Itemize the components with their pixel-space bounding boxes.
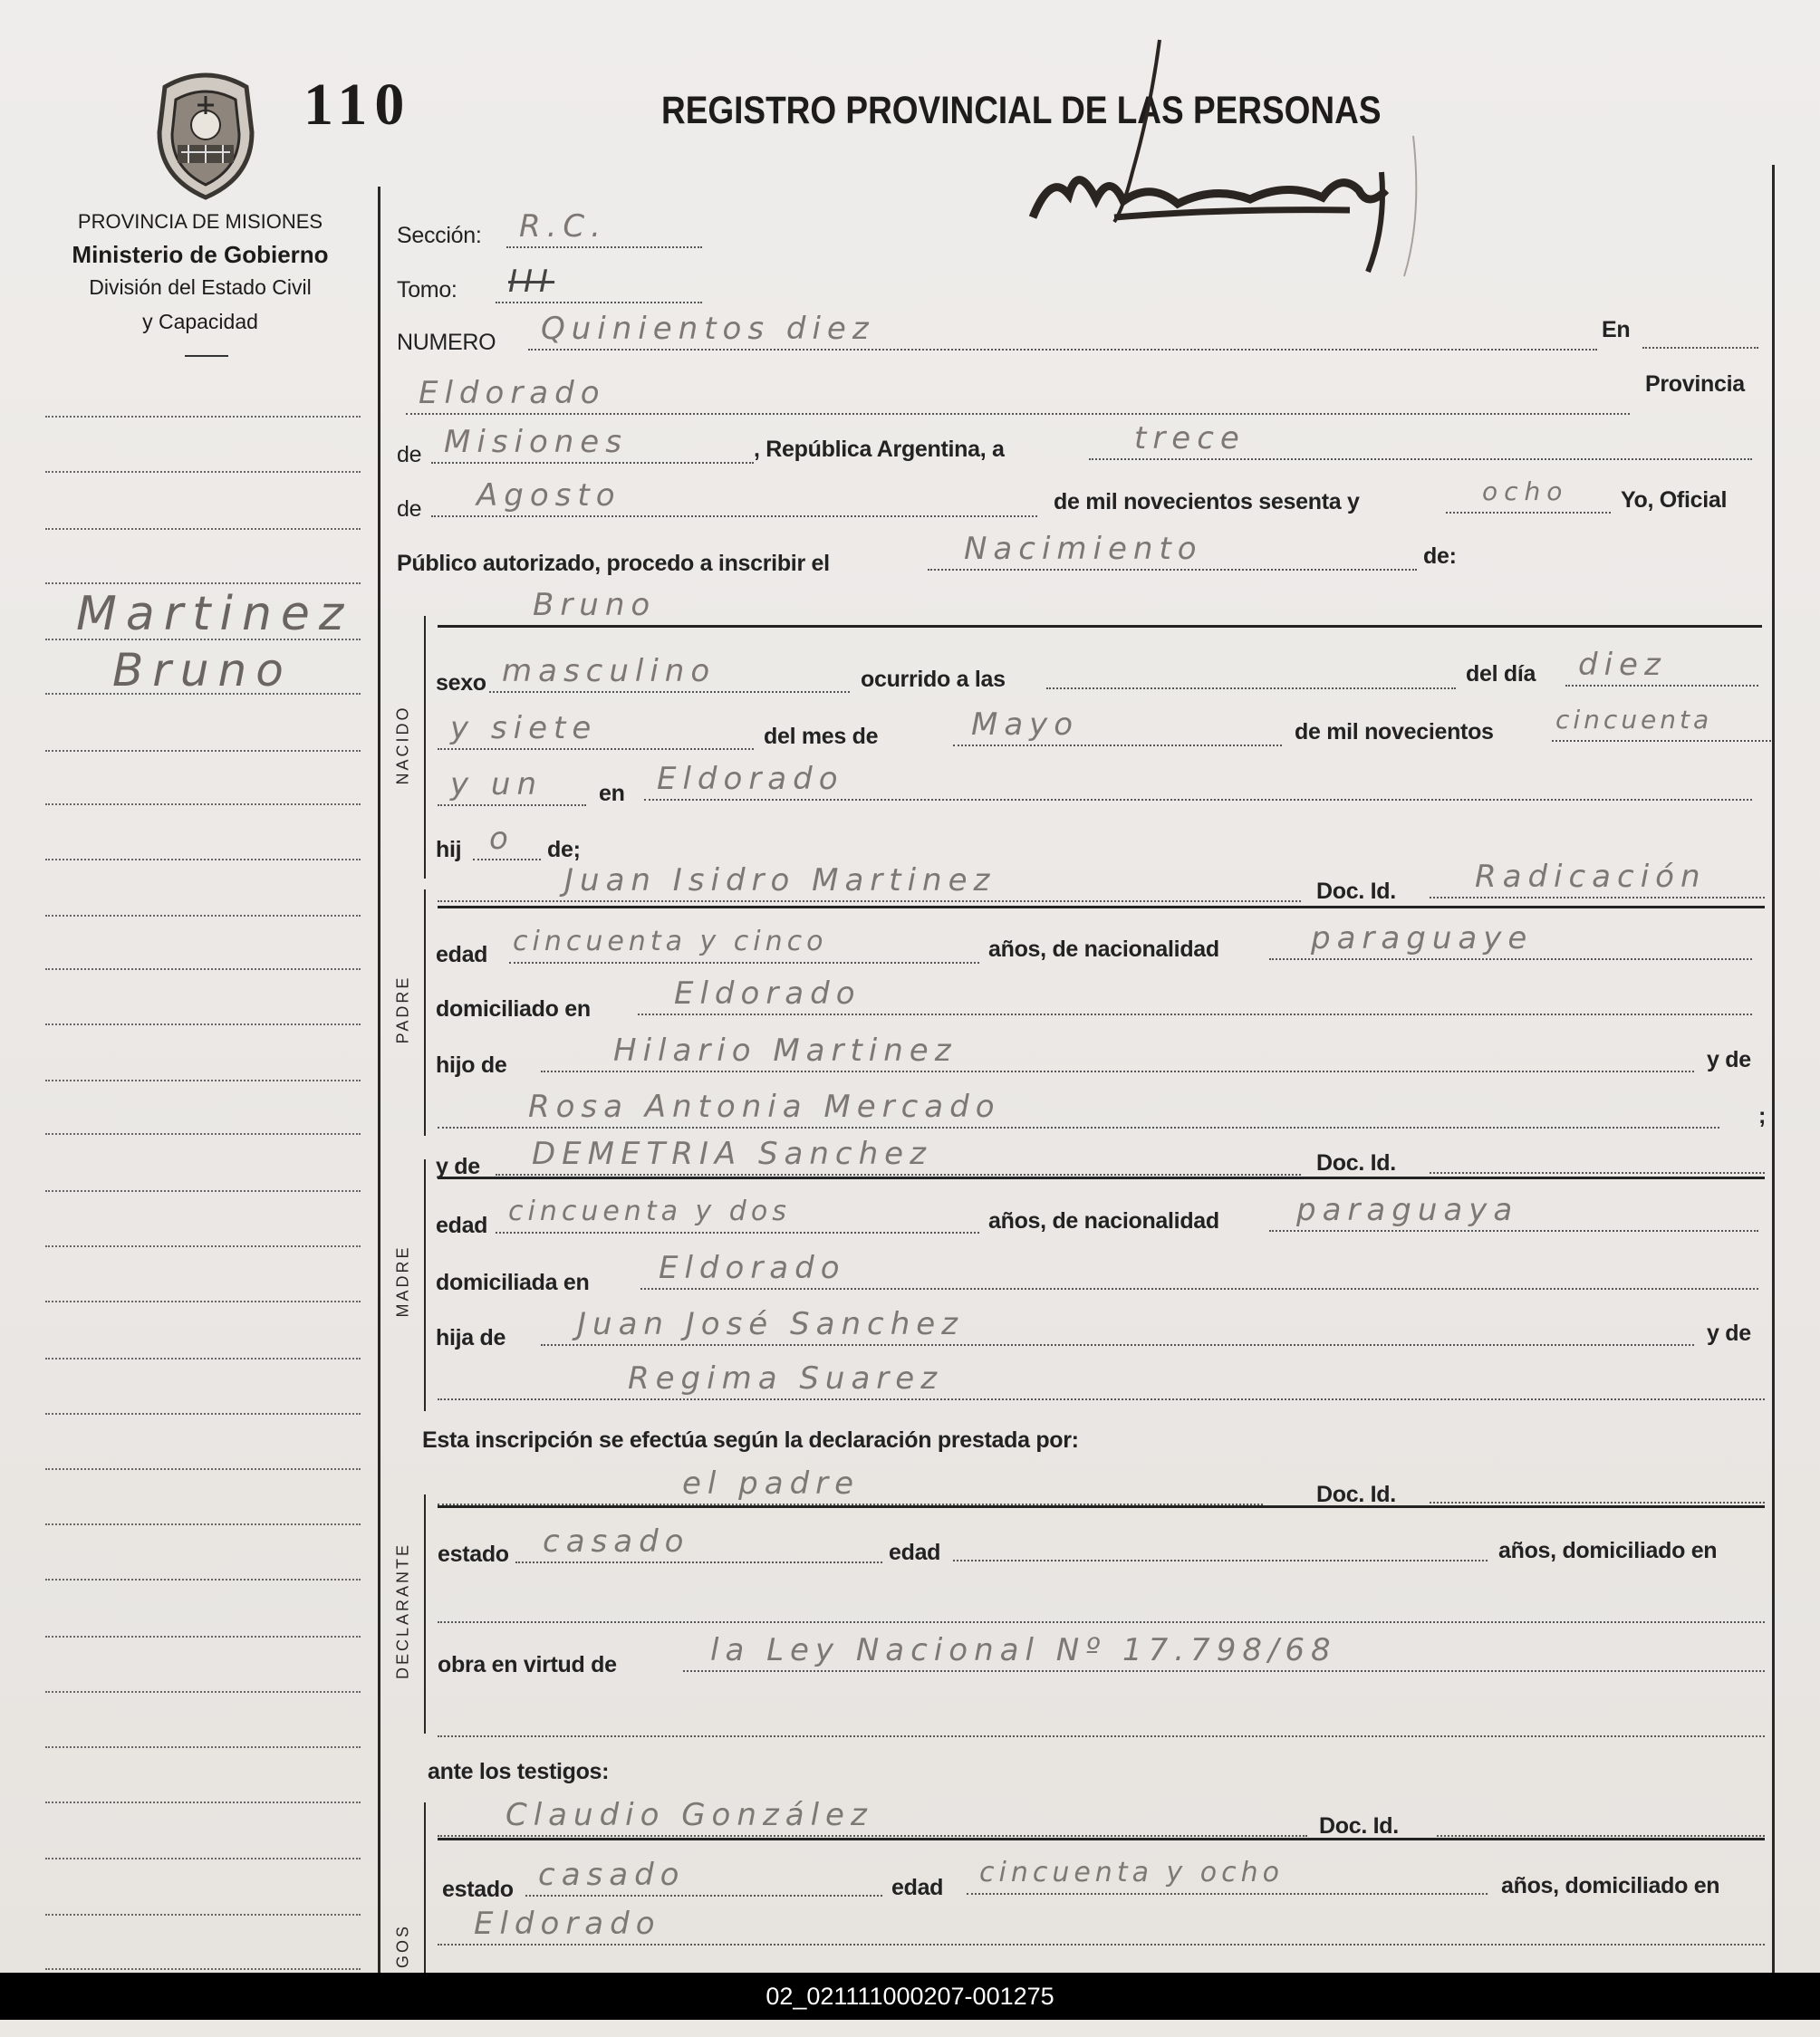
madre-edad-label: edad	[436, 1213, 488, 1238]
testigos-label: ante los testigos:	[428, 1759, 610, 1784]
section-label-padre: PADRE	[393, 975, 412, 1044]
declarante-domiciliado-label: años, domiciliado en	[1498, 1538, 1718, 1563]
anio-field: cincuenta	[1552, 700, 1771, 742]
madre-edad-field: cincuenta y dos	[496, 1192, 979, 1234]
testigo-estado-label: estado	[442, 1877, 514, 1902]
image-id-footer: 02_021111000207-001275	[0, 1973, 1820, 2020]
section-label-madre: MADRE	[393, 1244, 412, 1318]
division-name-line1: División del Estado Civil	[89, 275, 312, 299]
mes-registro-field: Agosto	[431, 476, 1037, 517]
publico-label: Público autorizado, procedo a inscribir el	[397, 551, 830, 576]
province-seal-icon	[145, 69, 266, 201]
dia-cont-field: y siete	[438, 708, 754, 750]
testigo-edad-field: cincuenta y ocho	[967, 1853, 1488, 1895]
margin-given-name: Bruno	[112, 644, 293, 697]
declaracion-label: Esta inscripción se efectúa según la declaración prestada por:	[422, 1427, 1079, 1453]
padre-doc-id-field: Radicación	[1430, 857, 1765, 898]
madre-y-de-field: Regima Suarez	[438, 1359, 1765, 1400]
hora-field	[1046, 648, 1456, 689]
section-label-nacido: NACIDO	[393, 705, 412, 785]
testigo-estado-field: casado	[525, 1855, 882, 1897]
madre-section-border	[424, 1159, 426, 1411]
section-label-declarante: DECLARANTE	[393, 1542, 412, 1680]
declarante-estado-label: estado	[438, 1542, 509, 1567]
numero-label: NUMERO	[397, 330, 496, 355]
declarante-doc-id-field	[1430, 1462, 1765, 1504]
numero-field: Quinientos diez	[528, 309, 1597, 351]
document-title: REGISTRO PROVINCIAL DE LAS PERSONAS	[661, 89, 1382, 132]
province-name: PROVINCIA DE MISIONES	[77, 210, 323, 233]
header-divider	[185, 355, 228, 357]
padre-nacionalidad-field: paraguaye	[1269, 918, 1752, 960]
anio-cont-field: y un	[438, 764, 586, 806]
obra-field: la Ley Nacional Nº 17.798/68	[683, 1630, 1765, 1672]
nacido-nombre-field: Bruno	[438, 585, 1762, 628]
padre-nombre-field: Juan Isidro Martinez	[438, 860, 1301, 902]
seccion-field: R.C.	[506, 207, 702, 248]
anio-registro-field: ocho	[1446, 472, 1611, 514]
del-mes-label: del mes de	[764, 724, 879, 749]
ocurrido-label: ocurrido a las	[861, 667, 1006, 692]
padre-y-de-field: Rosa Antonia Mercado	[438, 1087, 1719, 1129]
en-label: En	[1602, 317, 1631, 342]
declarante-domicilio-field	[438, 1581, 1765, 1623]
testigo-doc-id-field	[1437, 1795, 1765, 1837]
padre-domicilio-label: domiciliado en	[436, 996, 591, 1022]
tomo-field: III	[496, 262, 702, 303]
madre-domicilio-field: Eldorado	[640, 1248, 1758, 1290]
form-number: 110	[303, 72, 412, 138]
obra-label: obra en virtud de	[438, 1652, 617, 1677]
padre-y-de-label: y de	[1707, 1047, 1751, 1072]
provincia-label: Provincia	[1645, 371, 1745, 397]
division-name-line2: y Capacidad	[142, 310, 258, 333]
declarante-estado-field: casado	[515, 1522, 882, 1563]
padre-domicilio-field: Eldorado	[638, 974, 1752, 1015]
margin-surname: Martinez	[76, 587, 353, 641]
sexo-field: masculino	[489, 651, 850, 693]
republica-label: , República Argentina, a	[754, 437, 1005, 462]
yo-oficial-label: Yo, Oficial	[1621, 487, 1728, 513]
padre-edad-field: cincuenta y cinco	[509, 922, 979, 964]
provincia-field: Misiones	[431, 422, 754, 464]
madre-nacionalidad-label: años, de nacionalidad	[988, 1208, 1219, 1234]
madre-hija-de-field: Juan José Sanchez	[541, 1304, 1694, 1346]
semicolon-label: ;	[1758, 1103, 1767, 1129]
de-label: de	[397, 442, 422, 467]
seccion-label: Sección:	[397, 223, 482, 248]
en-field	[1642, 307, 1758, 349]
de-label-2: de	[397, 496, 422, 522]
madre-domicilio-label: domiciliada en	[436, 1270, 590, 1295]
localidad-field: Eldorado	[406, 373, 1630, 415]
padre-edad-label: edad	[436, 942, 488, 967]
acto-field: Nacimiento	[928, 529, 1417, 571]
testigo-nombre-field: Claudio González	[438, 1795, 1307, 1837]
tomo-label: Tomo:	[397, 277, 457, 303]
de-semicolon-label: de;	[547, 837, 581, 862]
declarante-doc-id-label: Doc. Id.	[1316, 1482, 1396, 1507]
hij-field: o	[473, 819, 541, 860]
declarante-edad-label: edad	[889, 1540, 941, 1565]
del-dia-label: del día	[1466, 661, 1536, 687]
en-label-2: en	[599, 781, 625, 806]
testigo-edad-label: edad	[891, 1875, 944, 1900]
testigos-section-border	[424, 1802, 426, 1973]
madre-doc-id-label: Doc. Id.	[1316, 1150, 1396, 1176]
section-label-testigos: GOS	[393, 1924, 412, 1969]
declarante-nombre-field: el padre	[438, 1464, 1263, 1505]
dia-registro-field: trece	[1089, 418, 1752, 460]
madre-nombre-field: DEMETRIA Sanchez	[496, 1134, 1301, 1176]
padre-hijo-de-field: Hilario Martinez	[541, 1031, 1694, 1072]
testigo-domicilio-field: Eldorado	[438, 1904, 1765, 1946]
hij-label: hij	[436, 837, 462, 862]
declarante-edad-field	[953, 1520, 1488, 1561]
de-colon-label: de:	[1423, 543, 1457, 569]
lugar-field: Eldorado	[644, 759, 1752, 801]
madre-y-de-label: y de	[436, 1154, 480, 1179]
testigo-domiciliado-label: años, domiciliado en	[1501, 1873, 1720, 1898]
padre-hijo-de-label: hijo de	[436, 1052, 507, 1078]
declarante-divider	[438, 1505, 1765, 1508]
madre-divider	[438, 1177, 1765, 1179]
testigo-doc-id-label: Doc. Id.	[1319, 1813, 1399, 1839]
official-signature	[1024, 36, 1459, 281]
declarante-section-border	[424, 1494, 426, 1734]
testigo-divider	[438, 1838, 1765, 1840]
mes-field: Mayo	[953, 705, 1282, 746]
main-left-border	[378, 187, 380, 1973]
sexo-label: sexo	[436, 670, 486, 696]
nacido-section-border	[424, 616, 426, 879]
madre-y-de-label-2: y de	[1707, 1321, 1751, 1346]
padre-section-border	[424, 889, 426, 1136]
blank-line	[438, 1696, 1765, 1737]
madre-hija-de-label: hija de	[436, 1325, 506, 1350]
dia-field: diez	[1565, 645, 1758, 687]
ministry-name: Ministerio de Gobierno	[72, 241, 329, 268]
padre-nacionalidad-label: años, de nacionalidad	[988, 937, 1219, 962]
mil-novecientos-label: de mil novecientos	[1295, 719, 1494, 745]
mil-sesenta-label: de mil novecientos sesenta y	[1054, 489, 1360, 514]
padre-doc-id-label: Doc. Id.	[1316, 879, 1396, 904]
madre-doc-id-field	[1430, 1132, 1765, 1174]
main-right-border	[1772, 165, 1775, 1973]
madre-nacionalidad-field: paraguaya	[1269, 1190, 1758, 1232]
padre-divider	[438, 906, 1765, 908]
